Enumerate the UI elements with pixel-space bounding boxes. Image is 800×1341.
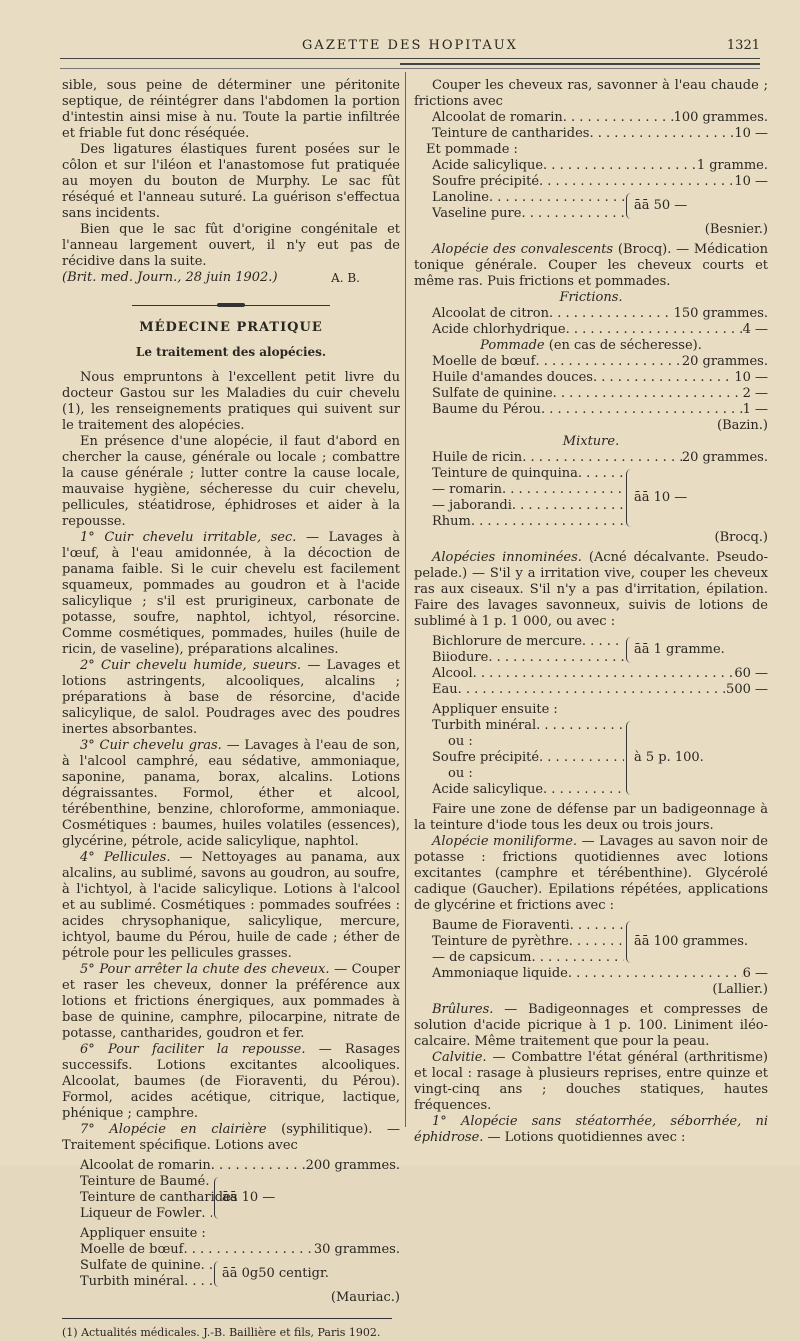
- paragraph: En présence d'une alopécie, il faut d'abord en chercher la cause, générale ou locale ; combattre la cause générale ; lutter contre la cause locale, mauvaise hygiène, sécheresse du cuir chevelu, pellicules, stéatidrose, éphidroses et aider à la repousse.: [62, 434, 400, 529]
- header-rule: [60, 58, 760, 59]
- paragraph: Des ligatures élastiques furent posées sur le côlon et sur l'iléon et l'anastomose fut pratiquée au moyen du bouton de Murphy. Le sac fût réséqué et l'anneau suturé. La guérison s'effectua sans incidents.: [62, 142, 400, 221]
- dot-leader: [541, 402, 743, 418]
- rx-name: Baume de Fioraventi: [432, 918, 570, 933]
- paragraph: [414, 834, 768, 914]
- rx-name: Rhum: [432, 514, 471, 529]
- rx-line: [414, 158, 768, 174]
- rx-name: Alcool: [432, 666, 473, 681]
- rx-qty: 200 grammes.: [305, 1158, 400, 1173]
- rx-line: [414, 750, 624, 766]
- page-header: [60, 38, 760, 60]
- dot-leader: [471, 514, 624, 530]
- item-heading: Alopécies innominées.: [432, 550, 582, 565]
- dot-leader: [543, 782, 624, 798]
- rx-line: [414, 782, 624, 798]
- dot-leader: [489, 190, 624, 206]
- reference-line: [62, 270, 400, 286]
- footnote: (1) Actualités médicales. J.-B. Baillière et fils, Paris 1902.: [62, 1326, 381, 1339]
- rx-group-qty: à 5 p. 100.: [634, 750, 704, 765]
- rx-group-qty: āā 50 —: [634, 198, 688, 213]
- rx-line: [414, 206, 624, 222]
- rx-group-qty: āā 1 gramme.: [634, 642, 725, 657]
- rx-name: Acide salicylique: [432, 782, 544, 797]
- item-text: — Lavages à l'œuf, à l'eau amidonnée, à la décoction de panama faible. Si le cuir chevelu est facilement squameux, pommades au goudron et à l'acide salicylique ; s'il est prurigineux, carbonate de potasse, soufre, naphtol, ichtyol, résorcine. Comme cosmétiques, pommades, huiles (huile de ricin, de vaseline), préparations alcalines.: [62, 530, 400, 657]
- rx-name: Ammoniaque liquide: [432, 966, 568, 981]
- column-divider: [405, 72, 406, 1127]
- rx-or: ou :: [448, 766, 473, 781]
- dot-leader: [502, 482, 624, 498]
- rx-line: [414, 918, 624, 934]
- paragraph: [414, 242, 768, 290]
- rx-line: [62, 1190, 238, 1206]
- paragraph: [62, 850, 400, 962]
- dot-leader: [211, 1158, 306, 1174]
- dot-leader: [539, 750, 624, 766]
- rx-name: Soufre précipité: [432, 750, 540, 765]
- item-heading: 6° Pour faciliter la repousse.: [80, 1042, 306, 1057]
- dot-leader: [458, 682, 726, 698]
- paragraph: [414, 1114, 768, 1146]
- dot-leader: [205, 1174, 212, 1190]
- rx-group-items: [414, 918, 624, 966]
- rx-name: Teinture de pyrèthre: [432, 934, 569, 949]
- author-attribution: (Bazin.): [717, 418, 768, 433]
- journal-title: GAZETTE DES HOPITAUX: [302, 38, 518, 53]
- rx-qty: 1 —: [742, 402, 768, 417]
- rx-name: Teinture de cantharides: [80, 1190, 238, 1205]
- rx-line: [62, 1242, 400, 1258]
- dot-leader: [569, 934, 624, 950]
- rx-name: Teinture de Baumé: [80, 1174, 206, 1189]
- item-heading: 3° Cuir chevelu gras.: [80, 738, 222, 753]
- rx-qty: 10 —: [734, 370, 768, 385]
- prescription-1: [62, 1158, 400, 1306]
- rx-name: Sulfate de quinine: [80, 1258, 201, 1273]
- dot-leader: [512, 498, 624, 514]
- brace: [626, 721, 631, 795]
- author-attribution: (Lallier.): [712, 982, 768, 997]
- dot-leader: [201, 1206, 212, 1222]
- paragraph: Nous empruntons à l'excellent petit livre du docteur Gastou sur les Maladies du cuir chevelu (1), les renseignements pratiques qui suivent sur le traitement des alopécies.: [62, 370, 400, 433]
- rx-line: [414, 126, 768, 142]
- dot-leader: [593, 370, 734, 386]
- rx-qty: 20 grammes.: [681, 354, 768, 369]
- paragraph: [414, 1050, 768, 1114]
- rx-line: [62, 1274, 212, 1290]
- rx-group: [62, 1258, 400, 1290]
- paragraph: [62, 658, 400, 738]
- formula-title-text: Pommade: [480, 338, 545, 353]
- dot-leader: [183, 1242, 313, 1258]
- reference: (Brit. med. Journ., 28 juin 1902.): [62, 270, 278, 285]
- dot-leader: [536, 718, 624, 734]
- rx-group-qty: āā 100 grammes.: [634, 934, 749, 949]
- item-text: — Lavages et lotions astringents, alcooliques, alcalins ; préparations à base de résorcine, d'acide salicylique, de salol. Poudrages avec des poudres inertes absorbantes.: [62, 658, 400, 737]
- dot-leader: [531, 950, 624, 966]
- rx-qty: 2 —: [742, 386, 768, 401]
- paragraph: Bien que le sac fût d'origine congénitale et l'anneau largement ouvert, il n'y eut pas de récidive dans la suite.: [62, 222, 400, 269]
- rx-qty: 10 —: [734, 174, 768, 189]
- item-text: — Nettoyages au panama, aux alcalins, au sublimé, savons au goudron, au soufre, à l'ichtyol, à l'acide salicylique. Lotions à l'alcool et au sublimé. Cosmétiques : pommades soufrées : acides chrysophanique, salicylique, mercure, ichtyol, baume du Pérou, huile de cade ; éther de pétrole pour les pellicules grasses.: [62, 850, 400, 961]
- rx-line: [414, 110, 768, 126]
- dot-leader: [521, 206, 624, 222]
- rx-name: Teinture de cantharides: [432, 126, 590, 141]
- item-text: — Combattre l'état général (arthritisme) et local : rasage à plusieurs reprises, entre quinze et vingt-cinq ans ; douches statiques, hautes fréquences.: [414, 1050, 768, 1113]
- paragraph: Appliquer ensuite :: [80, 1226, 206, 1241]
- paragraph: [62, 530, 400, 658]
- paragraph: Appliquer ensuite :: [432, 702, 558, 717]
- rx-group: [414, 634, 768, 666]
- rx-group: [62, 1174, 400, 1222]
- rx-qty: 100 grammes.: [673, 110, 768, 125]
- item-heading: 2° Cuir chevelu humide, sueurs.: [80, 658, 302, 673]
- paragraph: Faire une zone de défense par un badigeonnage à la teinture d'iode tous les deux ou trois jours.: [414, 802, 768, 833]
- rx-line: [414, 498, 624, 514]
- rx-name: Vaseline pure: [432, 206, 522, 221]
- rx-line: [414, 386, 768, 402]
- paragraph: [414, 1002, 768, 1050]
- dot-leader: [563, 110, 674, 126]
- rx-line: [414, 718, 624, 734]
- item-text: — Lotions quotidiennes avec :: [483, 1130, 686, 1145]
- rx-name: Teinture de quinquina: [432, 466, 578, 481]
- rx-line: [414, 934, 624, 950]
- left-column: [62, 78, 400, 1341]
- dot-leader: [570, 918, 624, 934]
- rx-name: Liqueur de Fowler: [80, 1206, 202, 1221]
- item-text: — Lavages au savon noir de potasse : frictions quotidiennes avec lotions excitantes (camphre et térébenthine). Glycérolé cadique (Gaucher). Epilations répétées, applications de glycérine et frictions avec :: [414, 834, 768, 913]
- brace: [626, 637, 631, 663]
- rx-name: Bichlorure de mercure: [432, 634, 582, 649]
- dot-leader: [568, 966, 743, 982]
- dot-leader: [488, 650, 624, 666]
- brace: [626, 921, 631, 963]
- dot-leader: [473, 666, 735, 682]
- rx-name: Huile d'amandes douces: [432, 370, 593, 385]
- item-text: (Acné décalvante. Pseudo-pelade.) — S'il y a irritation vive, couper les cheveux ras aux ciseaux. S'il n'y a pas d'irritation, épilation. Faire des lavages savonneux, suivis de lotions de sublimé à 1 p. 1 000, ou avec :: [414, 550, 768, 629]
- rx-group-items: [414, 466, 624, 530]
- author-attribution: (Besnier.): [704, 222, 768, 237]
- item-heading: Calvitie.: [432, 1050, 487, 1065]
- rx-group-items: [414, 190, 624, 222]
- brace: [626, 193, 631, 219]
- item-heading: Alopécie moniliforme.: [432, 834, 578, 849]
- rx-name: Acide salicylique: [432, 158, 544, 173]
- rx-or: ou :: [448, 734, 473, 749]
- rx-group: [414, 718, 768, 798]
- rx-line: [414, 682, 768, 698]
- paragraph: [62, 1122, 400, 1154]
- rx-name: — de capsicum: [432, 950, 532, 965]
- rx-line: [62, 1174, 212, 1190]
- dot-leader: [553, 386, 743, 402]
- paragraph: [62, 1042, 400, 1122]
- paragraph: sible, sous peine de déterminer une péritonite septique, de réintégrer dans l'abdomen la portion d'intestin ainsi mise à nu. Toute la partie infiltrée et friable fut donc réséquée.: [62, 78, 400, 141]
- rx-group-items: [62, 1258, 212, 1290]
- rx-qty: 10 —: [734, 126, 768, 141]
- rx-name: Acide chlorhydrique: [432, 322, 566, 337]
- rx-line: [414, 666, 768, 682]
- dot-leader: [566, 322, 743, 338]
- formula-title-note: (en cas de sécheresse).: [544, 338, 702, 353]
- rx-name: Baume du Pérou: [432, 402, 541, 417]
- rx-line: [62, 1158, 400, 1174]
- item-text: — Lavages à l'eau de son, à l'alcool camphré, eau sédative, ammoniaque, saponine, panama, borax, alcalins. Lotions dégraissantes. Formol, éther et alcool, térébenthine, benzine, chloroforme, ammoniaque. Cosmétiques : baumes, huiles volatiles (essences), glycérine, pétrole, acide salicylique, naphtol.: [62, 738, 400, 849]
- rx-qty: 500 —: [726, 682, 768, 697]
- item-text: — Couper et raser les cheveux, donner la préférence aux lotions et frictions énergiques, aux pommades à base de quinine, camphre, pilocarpine, nitrate de potasse, cantharides, goudron et fer.: [62, 962, 401, 1041]
- rx-line: [414, 466, 624, 482]
- rx-group-qty: āā 10 —: [634, 490, 688, 505]
- rx-group-qty: āā 10 —: [222, 1190, 276, 1205]
- item-heading: Alopécie des convalescents: [432, 242, 614, 257]
- rx-name: Moelle de bœuf: [80, 1242, 184, 1257]
- rx-line: [414, 402, 768, 418]
- rx-group-items: [414, 634, 624, 666]
- rx-line: [414, 450, 768, 466]
- rx-line: [414, 190, 624, 206]
- rx-line: [414, 174, 768, 190]
- paragraph: [62, 738, 400, 850]
- dot-leader: [543, 158, 697, 174]
- rx-qty: 6 —: [742, 966, 768, 981]
- rx-name: — jaborandi: [432, 498, 512, 513]
- footnote-rule: [62, 1318, 392, 1319]
- rx-name: Soufre précipité: [432, 174, 540, 189]
- dot-leader: [201, 1258, 212, 1274]
- paragraph: [62, 962, 400, 1042]
- rx-name: Sulfate de quinine: [432, 386, 553, 401]
- rx-qty: 150 grammes.: [673, 306, 768, 321]
- page-number: 1321: [726, 38, 760, 53]
- rx-group: [414, 190, 768, 222]
- item-heading: Brûlures.: [432, 1002, 494, 1017]
- rx-line: [414, 306, 768, 322]
- rx-group-qty: āā 0g50 centigr.: [222, 1266, 329, 1281]
- rx-line: [414, 634, 624, 650]
- rx-qty: 1 gramme.: [696, 158, 768, 173]
- brace: [214, 1177, 219, 1219]
- item-text: — Rasages successifs. Lotions excitantes alcooliques. Alcoolat, baumes (de Fioraventi, du Pérou). Formol, acides acétique, citrique, lactique, phénique ; camphre.: [62, 1042, 400, 1121]
- rx-name: Turbith minéral: [432, 718, 537, 733]
- rx-qty: 4 —: [742, 322, 768, 337]
- rx-qty: 30 grammes.: [313, 1242, 400, 1257]
- rx-line: [414, 966, 768, 982]
- paragraph: [414, 550, 768, 630]
- rx-name: — romarin: [432, 482, 502, 497]
- dot-leader: [549, 306, 674, 322]
- header-rule-lower: [60, 68, 760, 69]
- section-title: MÉDECINE PRATIQUE: [139, 320, 323, 335]
- formula-title-text: Frictions.: [559, 290, 623, 305]
- rx-group-items: [62, 1174, 238, 1222]
- rx-name: Moelle de bœuf: [432, 354, 536, 369]
- brace: [214, 1261, 219, 1287]
- rx-name: Turbith minéral: [80, 1274, 185, 1289]
- dot-leader: [582, 634, 624, 650]
- item-text: (syphilitique). — Traitement spécifique. Lotions avec: [62, 1122, 400, 1153]
- rx-line: [414, 482, 624, 498]
- rx-name: Lanoline: [432, 190, 489, 205]
- item-heading: 5° Pour arrêter la chute des cheveux.: [80, 962, 330, 977]
- dot-leader: [535, 354, 681, 370]
- rx-line: [414, 950, 624, 966]
- dot-leader: [184, 1274, 212, 1290]
- item-heading: 1° Alopécie sans stéatorrhée, séborrhée, ni éphidrose.: [414, 1114, 768, 1145]
- formula-title-text: Mixture.: [562, 434, 620, 449]
- formula-title: [414, 434, 768, 450]
- rx-group: [414, 918, 768, 966]
- paragraph: Et pommade :: [426, 142, 518, 157]
- brace: [626, 469, 631, 527]
- author-attribution: (Mauriac.): [330, 1290, 400, 1305]
- rx-name: Alcoolat de romarin: [80, 1158, 211, 1173]
- rx-group: [414, 466, 768, 530]
- rx-line: [414, 322, 768, 338]
- right-column: [414, 78, 768, 1146]
- dot-leader: [578, 466, 624, 482]
- rx-qty: 20 grammes.: [681, 450, 768, 465]
- rx-line: [62, 1206, 212, 1222]
- rx-group-items: [414, 718, 624, 798]
- article-title: Le traitement des alopécies.: [135, 345, 327, 359]
- item-text: (Brocq). — Médication tonique générale. Couper les cheveux courts et même ras. Puis frictions et pommades.: [414, 242, 769, 289]
- rx-line: [414, 650, 624, 666]
- rx-line: [414, 370, 768, 386]
- item-heading: 4° Pellicules.: [80, 850, 171, 865]
- formula-title: [414, 290, 768, 306]
- author-attribution: (Brocq.): [714, 530, 768, 545]
- rx-line: [414, 514, 624, 530]
- rx-qty: 60 —: [734, 666, 768, 681]
- header-rule-thick: [400, 63, 760, 65]
- paragraph: Couper les cheveux ras, savonner à l'eau chaude ; frictions avec: [414, 78, 768, 109]
- rx-line: [62, 1258, 212, 1274]
- item-heading: 1° Cuir chevelu irritable, sec.: [80, 530, 297, 545]
- ornament-divider: [62, 300, 400, 310]
- item-text: — Badigeonnages et compresses de solution d'acide picrique à 1 p. 100. Liniment iléo-calcaire. Même traitement que pour la peau.: [414, 1002, 768, 1049]
- rx-name: Huile de ricin: [432, 450, 523, 465]
- dot-leader: [522, 450, 682, 466]
- rx-line: [414, 354, 768, 370]
- formula-title: [414, 338, 768, 354]
- rx-name: Alcoolat de romarin: [432, 110, 563, 125]
- item-heading: 7° Alopécie en clairière: [80, 1122, 267, 1137]
- dot-leader: [539, 174, 734, 190]
- rx-name: Alcoolat de citron: [432, 306, 549, 321]
- rx-name: Biiodure: [432, 650, 489, 665]
- dot-leader: [589, 126, 734, 142]
- rx-name: Eau: [432, 682, 458, 697]
- signature: A. B.: [331, 271, 360, 285]
